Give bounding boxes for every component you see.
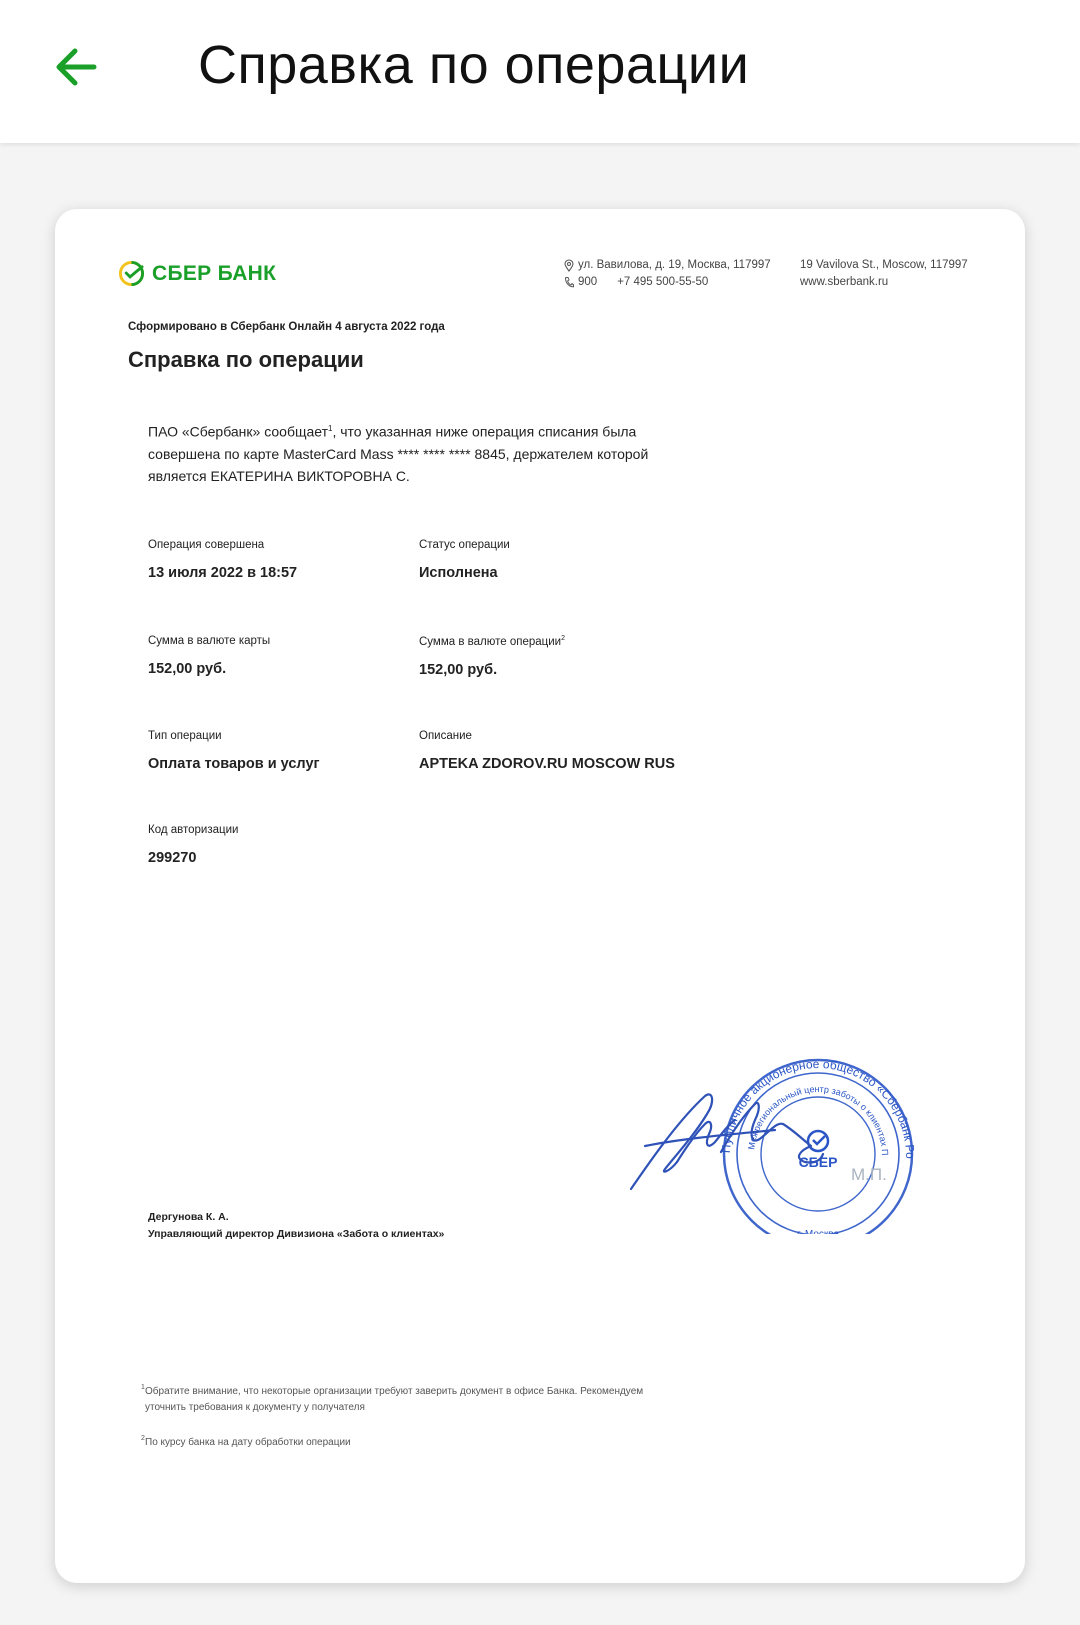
field-value: Оплата товаров и услуг: [148, 756, 320, 772]
field-operation-type: [148, 730, 320, 772]
bank-stamp: [625, 1034, 917, 1234]
website: www.sberbank.ru: [800, 276, 889, 288]
field-label: Сумма в валюте карты: [148, 635, 271, 647]
signer-position: Управляющий директор Дивизиона «Забота о клиентах»: [148, 1228, 445, 1240]
footnote-2: [141, 1435, 351, 1451]
contacts-ru: [564, 257, 771, 291]
footnote-1: [141, 1384, 644, 1416]
intro-text: [148, 418, 708, 487]
field-value: 13 июля 2022 в 18:57: [148, 565, 298, 581]
field-value: 152,00 руб.: [148, 661, 227, 677]
signer-block: [148, 1209, 444, 1243]
address-en: 19 Vavilova St., Moscow, 117997: [800, 259, 968, 271]
field-operation-amount: [419, 635, 565, 678]
field-label: Операция совершена: [148, 539, 265, 551]
field-auth-code: [148, 824, 238, 866]
intro-part1: ПАО «Сбербанк» сообщает: [148, 423, 329, 440]
address-ru: ул. Вавилова, д. 19, Москва, 117997: [578, 259, 771, 271]
sber-logo: [118, 260, 276, 287]
stamp-and-signature: [625, 1034, 925, 1234]
back-button[interactable]: [52, 42, 102, 92]
footnote-1-line1: Обратите внимание, что некоторые организации требуют заверить документ в офисе Банка. Рекомендуем: [145, 1386, 644, 1397]
footnote-2-number: 2: [141, 1435, 145, 1442]
contacts-en: [800, 257, 968, 291]
field-value: Исполнена: [419, 565, 498, 581]
signer-name: Дергунова К. А.: [148, 1211, 229, 1223]
location-pin-icon: [564, 259, 574, 272]
phone-short: 900: [578, 276, 598, 288]
footnote-2-text: По курсу банка на дату обработки операции: [145, 1437, 351, 1448]
field-description: [419, 730, 675, 772]
field-value: 152,00 руб.: [419, 661, 498, 678]
phone-icon: [564, 276, 574, 289]
stamp-image: [625, 1034, 925, 1234]
svg-text:г. Москва: [797, 1229, 840, 1234]
formed-note: Сформировано в Сбербанк Онлайн 4 августа 2022 года: [128, 321, 445, 333]
field-operation-date: [148, 539, 297, 581]
field-value: 299270: [148, 850, 197, 866]
arrow-left-icon: [52, 42, 102, 92]
svg-text:Публичное акционерное общество: Публичное акционерное общество «Сбербанк Ро: [718, 1056, 918, 1159]
document-card: [55, 209, 1025, 1583]
field-value: APTEKA ZDOROV.RU MOSCOW RUS: [419, 756, 675, 772]
bank-name: СБЕР БАНК: [152, 261, 277, 285]
intro-footnote-mark: 1: [328, 424, 333, 433]
field-label: Тип операции: [148, 730, 222, 742]
field-label: Описание: [419, 730, 472, 742]
field-label: Код авторизации: [148, 824, 239, 836]
svg-text:СБЕР: СБЕР: [798, 1154, 838, 1170]
document-title: Справка по операции: [128, 347, 364, 372]
footnote-1-line2: уточнить требования к документу у получателя: [145, 1402, 365, 1413]
field-card-amount: [148, 635, 270, 677]
svg-text:М.П.: М.П.: [851, 1165, 887, 1184]
footnote-1-number: 1: [141, 1384, 145, 1391]
field-label: Статус операции: [419, 539, 510, 551]
field-label: Сумма в валюте операции$^2$: [419, 635, 565, 648]
app-bar: [0, 0, 1080, 143]
page-title: Справка по операции: [198, 35, 750, 95]
intro-part2: , что указанная ниже операция списания была совершена по карте MasterCard Mass **** **** **** 8845, держателем которой является ЕКАТЕРИНА ВИКТОРОВНА С.: [148, 423, 649, 484]
svg-text:Межрегиональный центр заботы о: Межрегиональный центр заботы о клиентах П: [746, 1083, 891, 1156]
phone-long: +7 495 500-55-50: [617, 276, 709, 288]
field-status: [419, 539, 510, 581]
sber-logo-icon: [118, 260, 145, 287]
